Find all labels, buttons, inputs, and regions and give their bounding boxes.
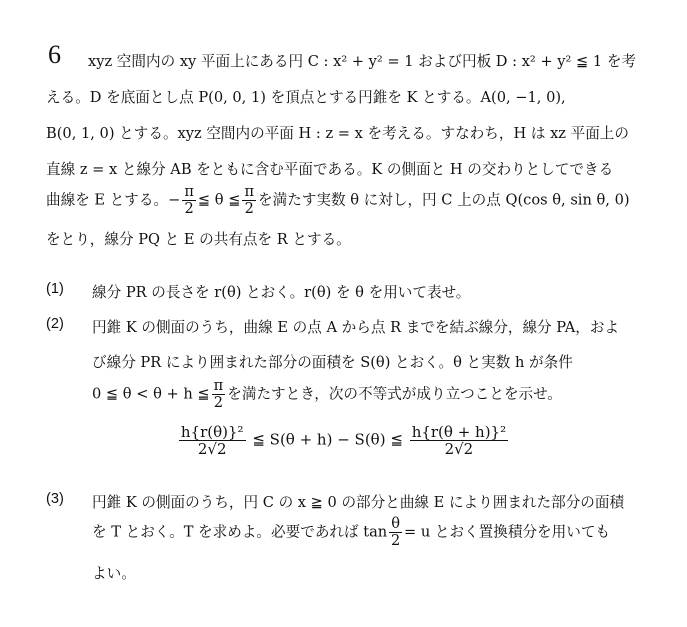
problem-intro (88, 44, 647, 80)
fraction-pi-over-2-right: $\frac{\pi}{2}$ (244, 183, 255, 217)
intro-line-5 (46, 184, 630, 217)
intro-line-2: える。D を底面とし点 P(0, 0, 1) を頂点とする円錐を K とする。A(0, −1, 0), (46, 89, 566, 106)
question-2-label: (2) (46, 316, 64, 332)
fraction-right: $\frac{\text{h\{r(θ + h)\}²}}{2√2}$ (411, 423, 507, 458)
fraction-theta-over-2: $\frac{\theta}{2}$ (390, 515, 401, 549)
question-1-label: (1) (46, 281, 64, 297)
line5-text-b: ≦ θ ≦ (197, 191, 241, 209)
question-3-label: (3) (46, 491, 64, 507)
intro-line-1: xyz 空間内の xy 平面上にある円 C : x² + y² = 1 および円板 D : x² + y² ≦ 1 を考 (88, 53, 637, 70)
fraction-pi-over-2-left: $\frac{\pi}{2}$ (184, 183, 194, 217)
intro-line-4: 直線 z = x と線分 AB をともに含む平面である。K の側面と H の交わりとしてできる (46, 160, 614, 178)
question-2-line-2: び線分 PR により囲まれた部分の面積を S(θ) とおく。θ と実数 h が条件 (92, 354, 573, 371)
q2-condition: 0 ≦ θ < θ + h ≦ (92, 385, 210, 403)
line5-text-c: を満たす実数 θ に対し，円 C 上の点 Q(cos θ, sin θ, 0) (258, 191, 630, 209)
q3-text-b: = u とおく置換積分を用いても (404, 523, 611, 541)
fraction-pi-over-2-q2: $\frac{\pi}{2}$ (213, 377, 224, 411)
line5-text-a: 曲線を E とする。− (46, 191, 181, 209)
fraction-left: $\frac{\text{h\{r(θ)\}²}}{2√2}$ (180, 423, 244, 458)
question-2-line-1: 円錐 K の側面のうち，曲線 E の点 A から点 R までを結ぶ線分，線分 PA，およ (92, 319, 620, 336)
inequality-middle: ≦ S(θ + h) − S(θ) ≦ (252, 430, 403, 449)
inequality (0, 424, 687, 457)
question-3-line-2 (92, 516, 610, 549)
problem-intro-cont (46, 80, 647, 187)
problem-number: 6 (48, 40, 61, 69)
intro-line-6: をとり，線分 PQ と E の共有点を R とする。 (46, 231, 351, 248)
question-2-line-3 (92, 378, 562, 411)
q2-condition-tail: を満たすとき，次の不等式が成り立つことを示せ。 (227, 385, 562, 403)
question-3-line-3: よい。 (92, 565, 136, 582)
intro-line-3: B(0, 1, 0) とする。xyz 空間内の平面 H : z = x を考える。すなわち，H は xz 平面上の (46, 124, 629, 142)
question-1-text: 線分 PR の長さを r(θ) とおく。r(θ) を θ を用いて表せ。 (92, 284, 471, 301)
question-3-line-1: 円錐 K の側面のうち，円 C の x ≧ 0 の部分と曲線 E により囲まれた部分の面積 (92, 494, 625, 511)
q3-text-a: を T とおく。T を求めよ。必要であれば tan (92, 523, 388, 541)
